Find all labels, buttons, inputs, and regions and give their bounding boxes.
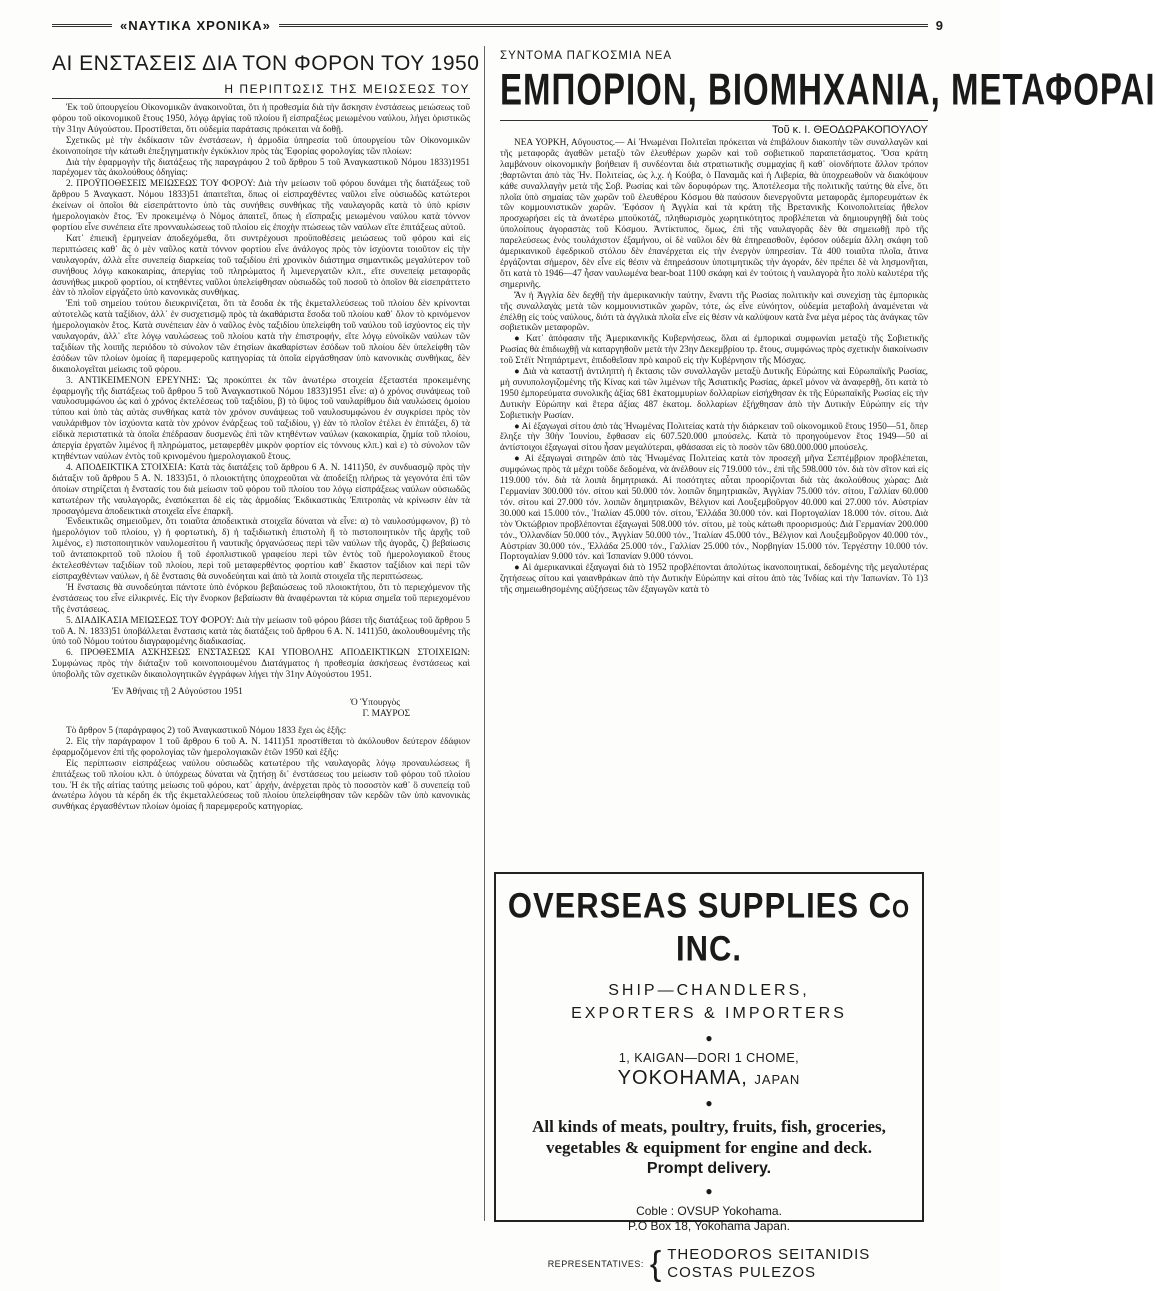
ad-company-inc: INC. [676, 928, 742, 969]
right-article-body [500, 138, 928, 596]
right-article-title: ΕΜΠΟΡΙΟΝ, ΒΙΟΜΗΧΑΝΙΑ, ΜΕΤΑΦΟΡΑΙ [500, 64, 1156, 114]
ad-company-name [496, 887, 922, 969]
right-article-kicker: ΣΥΝΤΟΜΑ ΠΑΓΚΟΣΜΙΑ ΝΕΑ [500, 50, 672, 62]
header-rule-left [52, 24, 112, 27]
journal-title: «ΝΑΥΤΙΚΑ ΧΡΟΝΙΚΑ» [120, 17, 271, 33]
ad-cable: Coble : OVSUP Yokohama. [636, 1204, 782, 1218]
paragraph: Εἰς περίπτωσιν εἰσπράξεως ναύλου οὐσιωδῶς κατωτέρου τῆς ναυλαγορᾶς λόγῳ προναυλώσεως ἢ ἐπιτάξεως τοῦ πλοίου κλπ. ὁ ὑπόχρεως δύναται νὰ ζητήσῃ δι᾽ ἐνστάσεως του μείωσιν τοῦ φόρου τοῦ πλοίου του. Ἡ ἐκ τῆς αἰτίας ταύτης μείωσις τοῦ φόρου, κατ᾽ ἀρχήν, ἀνέρχεται πρὸς τὸ ποσοστὸν καθ᾽ ὃ συνεπείᾳ τοῦ ἀνωτέρω λόγου τὰ κέρδη ἐκ τῆς ἐκμεταλλεύσεως τοῦ πλοίου ὑπελείφθησαν τῶν κερδῶν τῶν ὑπὸ κανονικὰς συνθήκας ἐργασθέντων πλοίων ὁμοίας ἢ παρεμφεροῦς κατηγορίας. [52, 758, 470, 813]
paragraph: 3. ΑΝΤΙΚΕΙΜΕΝΟΝ ΕΡΕΥΝΗΣ: Ὡς προκύπτει ἐκ τῶν ἀνωτέρω στοιχεία ἐξεταστέα προκειμένης ἐφαρμογῆς τῆς διατάξεως τοῦ ἄρθρου 5 τοῦ Ἀναγκαστικοῦ Νόμου 1833)1951 εἶνε: α) ὁ χρόνος συνάψεως τοῦ ναυλοσυμφώνου ὡς καὶ ὁ χρόνος ἐκτελέσεως τοῦ ταξιδίου, β) τὸ ὕψος τοῦ ναυλαρίθμου διὰ ναυλώσεις ὁμοίου τύπου καὶ ὑπὸ τὰς αὐτὰς συνθήκας κατὰ τὸν χρόνον συνάψεως τοῦ ναυλοσυμφώνου ἐν συγκρίσει πρὸς τὸν ναυλάριθμον τὸν ἰσχύοντα κατὰ τὸν χρόνον ἐνάρξεως τοῦ ταξιδίου, γ) ἐὰν τὸ πλοῖον ἐτέλει ἐν ἐπιτάξει, δ) τὰ εἰδικὰ περιστατικὰ τὰ ὁποῖα ἐπέδρασαν δυσμενῶς ἐπὶ τῶν κτηθέντων ναύλων (κακοκαιρία, ζημία τοῦ πλοίου, ἀπεργία ἐργατῶν λιμένος ἢ πληρώματος, μεταφερθὲν μικρὸν φορτίον εἰς τόννους κλπ.) καὶ ε) τὸ σύνολον τῶν κτηθέντων ναύλων ἐντὸς τοῦ κρινομένου ἡμερολογιακοῦ ἔτους. [52, 375, 470, 462]
page-number: 9 [935, 17, 944, 33]
ad-services [496, 979, 922, 1025]
paragraph: Ἄν ἡ Ἀγγλία δὲν δεχθῇ τὴν ἀμερικανικὴν ταύτην, ἔναντι τῆς Ρωσίας πολιτικὴν καὶ συνεχίσῃ τὰς ἐμπορικὰς τῆς συναλλαγὰς μετὰ τῶν κομμουνιστικῶν χωρῶν, τότε, ὡς εἶνε εὐνόητον, οὐδεμία μεταβολὴ ἀναμένεται νὰ ἐπέλθῃ εἰς τοὺς ναύλους, διότι τὰ ἀγγλικὰ πλοῖα εἶνε εἰς θέσιν νὰ καλύψουν κατὰ ἕνα μέγα μέρος τὰς ἀνάγκας τῶν σοβιετικῶν μεταφορῶν. [500, 290, 928, 334]
left-article-subtitle: Η ΠΕΡΙΠΤΩΣΙΣ ΤΗΣ ΜΕΙΩΣΕΩΣ ΤΟΥ [52, 82, 470, 99]
ad-services-line-2: EXPORTERS & IMPORTERS [571, 1005, 847, 1022]
header-rule-right [279, 24, 928, 27]
running-header [52, 14, 944, 36]
signature-name: Γ. ΜΑΥΡΟΣ [362, 709, 410, 720]
ad-prompt-delivery: Prompt delivery. [646, 1160, 772, 1177]
paragraph: 2. ΠΡΟΫΠΟΘΕΣΕΙΣ ΜΕΙΩΣΕΩΣ ΤΟΥ ΦΟΡΟΥ: Διὰ τὴν μείωσιν τοῦ φόρου δυνάμει τῆς διατάξεως τοῦ ἄρθρου 5 Ἀναγκαστ. Νόμου 1833)51 ἀπαιτεῖται, ὅπως οἱ εἰσπραχθέντες ναῦλοι εἶνε οὐσιωδῶς κατώτεροι ἐκείνων οἱ ὁποῖοι θὰ εἰσεπράττοντο ὑπὸ τὰς συνήθεις συνθήκας τῆς ναυλαγορᾶς κατὰ τὸ ὑπὸ κρίσιν ἡμερολογιακὸν ἔτος. Ἐν προκειμένῳ ὁ Νόμος ἀπαιτεῖ, ὅπως ἡ εἴσπραξις μειωμένου ναύλου κατὰ τόννον φορτίου εἶνε συνέπεια εἴτε προνναυλώσεως τοῦ πλοίου εἰς ἐποχὴν πτώσεως τῶν ναύλων εἴτε ἐπιτάξεως αὐτοῦ. [52, 179, 470, 233]
left-article-appendix [52, 726, 470, 813]
paragraph: 2. Εἰς τὴν παράγραφον 1 τοῦ ἄρθρου 6 τοῦ Α. Ν. 1411)51 προστίθεται τὸ ἀκόλουθον δεύτερον ἐδάφιον ἐφαρμοζόμενον ἐπὶ τῆς φορολογίας τῶν ἡμερολογιακῶν ἐτῶν 1950 καὶ ἑξῆς: [52, 736, 470, 758]
ad-description: All kinds of meats, poultry, fruits, fish, groceries, vegetables & equipment for engine and deck. [532, 1117, 886, 1157]
ad-company-o: O [892, 894, 911, 924]
left-article-body [52, 103, 470, 681]
paragraph: 4. ΑΠΟΔΕΙΚΤΙΚΑ ΣΤΟΙΧΕΙΑ: Κατὰ τὰς διατάξεις τοῦ ἄρθρου 6 Α. Ν. 1411)50, ἐν συνδυασμῷ πρὸς τὴν διάταξιν τοῦ ἄρθρου 5 Α. Ν. 1833)51, ὁ πλοιοκτήτης ὑποχρεοῦται νὰ ἀποδείξῃ πλήρως τὰ γεγονότα ἐπὶ τῶν ὁποίων στηρίζεται ἡ ἔνστασίς του διὰ μείωσιν τοῦ φόρου τοῦ πλοίου του λόγῳ εἰσπράξεως ναύλων οὐσιωδῶς κατωτέρων τῆς ναυλαγορᾶς, ἐναπόκειται δὲ εἰς τὰς ἁρμοδίας Ἐκδικαστικὰς Ἐπιτροπὰς νὰ κρίνωσιν ἐὰν τὰ προσαγόμενα ἀποδεικτικὰ στοιχεῖα εἶνε ἐπαρκῆ. [52, 462, 470, 517]
ad-representatives [496, 1246, 922, 1282]
ad-country: JAPAN [754, 1072, 801, 1087]
overseas-supplies-advertisement [494, 872, 924, 1283]
paragraph: ● Αἱ ἐξαγωγαὶ σιτηρῶν ἀπὸ τὰς Ἡνωμένας Πολιτείας κατὰ τὸν προσεχῆ μῆνα Σεπτέμβριον προβλέπεται, συμφώνως πρὸς τὰ μέχρι τοῦδε δεδομένα, νὰ ἀνέλθουν εἰς 719.000 τόν., ἐπὶ τῆς 598.000 τόν. διὰ τὸν σῖτον καὶ εἰς 119.000 τόν. διὰ τὰ λοιπὰ δημητριακά. Αἱ ποσότητες αὗται προορίζονται διὰ τὰς ἀκολούθους χώρας: Διὰ Γερμανίαν 300.000 τόν. σίτου καὶ 50.000 τόν. λοιπῶν δημητριακῶν, Ἀγγλίαν 75.000 τόν. σίτου, Γαλλίαν 60.000 τόν. σίτου καὶ 27.000 τόν. λοιπῶν δημητριακῶν, Βέλγιον καὶ Λουξεμβοῦργον 40.000 καὶ 27.000 τόν. Αὐστρίαν 30.000 καὶ 15.000 τόν., Ἰταλίαν 45.000 τόν. σίτου, Ἑλλάδα 30.000 τόν. καὶ Πορτογαλίαν 18.000 τόν. σίτου. Διὰ τὸν Ὀκτώβριον προβλέπονται ἐξαγωγαὶ 508.000 τόν. σίτου, μὲ τοὺς κάτωθι προορισμούς: Διὰ Γερμανίαν 200.000 τόν., Ὀλλανδίαν 50.000 τόν., Ἀγγλίαν 50.000 τόν., Ἰταλίαν 45.000 τόν., Βέλγιον καὶ Λουξεμβοῦργον 40.000 τόν., Αὐστρίαν 30.000 τόν., Ἑλλάδα 25.000 τόν., Γαλλίαν 25.000 τόν., Νορβηγίαν 15.000 τόν. Τεργέστην 10.000 τόν. Πορτογαλίαν 9.000 τόν. καὶ Ἰσπανίαν 9.000 τόννοι. [500, 454, 928, 563]
paragraph: Ἐκ τοῦ ὑπουργείου Οἰκονομικῶν ἀνακοινοῦται, ὅτι ἡ προθεσμία διὰ τὴν ἄσκησιν ἐνστάσεως μειώσεως τοῦ φόρου τοῦ οἰκονομικοῦ ἔτους 1950, λόγῳ ἀργίας τοῦ πλοίου ἢ εἰσπραξέως μειωμένου ναύλου, λήγει ὁριστικῶς τὴν 31ην Αὐγούστου. Προστίθεται, ὅτι οὐδεμία παράτασις πρόκειται νὰ δοθῇ. [52, 103, 470, 135]
bullet-dot-icon: ● [705, 1184, 713, 1198]
right-article [500, 46, 1156, 596]
paragraph: Σχετικῶς μὲ τὴν ἐκδίκασιν τῶν ἐνστάσεων, ἡ ἁρμοδία ὑπηρεσία τοῦ ὑπουργείου τῶν Οἰκονομικῶν ἐκοινοποίησε τὴν κάτωθι ἐπεξηγηματικὴν ἐγκύκλιον πρὸς τὰς Ἐφορίας φορολογίας τῶν πλοίων: [52, 135, 470, 157]
ad-pobox: P.O Box 18, Yokohama Japan. [628, 1219, 790, 1233]
signature-date: Ἐν Ἀθήναις τῇ 2 Αὐγούστου 1951 [112, 687, 243, 698]
ad-rep-2: COSTAS PULEZOS [667, 1264, 816, 1281]
paragraph: 6. ΠΡΟΘΕΣΜΙΑ ΑΣΚΗΣΕΩΣ ΕΝΣΤΑΣΕΩΣ ΚΑΙ ΥΠΟΒΟΛΗΣ ΑΠΟΔΕΙΚΤΙΚΩΝ ΣΤΟΙΧΕΙΩΝ: Συμφώνως πρὸς τὴν διάταξιν τοῦ κοινοποιουμένου Διατάγματος ἡ προθεσμία ἀσκήσεως ἐνστάσεως καὶ ὑποβολῆς τῶν σχετικῶν δικαιολογητικῶν ἐγγράφων λήγει τὴν 31ην Αὐγούστου 1951. [52, 648, 470, 681]
ad-reps-label: REPRESENTATIVES: [547, 1259, 644, 1269]
brace-icon: { [649, 1245, 662, 1283]
bullet-dot-icon: ● [705, 1031, 713, 1045]
ad-address: 1, KAIGAN—DORI 1 CHOME, [618, 1051, 800, 1065]
bullet-dot-icon: ● [705, 1096, 713, 1110]
left-article-title: ΑΙ ΕΝΣΤΑΣΕΙΣ ΔΙΑ ΤΟΝ ΦΟΡΟΝ ΤΟΥ 1950 [52, 52, 480, 75]
paragraph: ● Αἱ ἐξαγωγαὶ σίτου ἀπὸ τὰς Ἡνωμένας Πολιτείας κατὰ τὴν διάρκειαν τοῦ οἰκονομικοῦ ἔτους 1950—51, ὅπερ ἔληξε τὴν 30ὴν Ἰουνίου, ἔφθασαν εἰς 607.520.000 μπούσελς. Κατὰ τὸ προηγούμενον ἔτος 1949—50 αἱ ἀντίστοιχοι ἐξαγωγαὶ σίτου ἦσαν μεγαλύτεραι, φθάσασαι εἰς τὸ ποσὸν τῶν 680.000.000 μπούσελς. [500, 421, 928, 454]
paragraph: ● Κατ᾽ ἀπόφασιν τῆς Ἀμερικανικῆς Κυβερνήσεως, ὅλαι αἱ ἐμπορικαὶ συμφωνίαι μεταξὺ τῆς Σοβιετικῆς Ρωσίας θὰ ἐπιδιωχθῇ νὰ καταργηθοῦν μετὰ τὴν 23ην Δεκεμβρίου τρ. ἔτους, συμφώνως πρὸς σχετικὴν διακοίνωσιν τοῦ Στέϊτ Ντηπάρτμεντ, ἐπιδοθεῖσαν πρὸ καιροῦ εἰς τὴν Κυβέρνησιν τῆς Μόσχας. [500, 334, 928, 367]
paragraph: ● Αἱ ἀμερικανικαὶ ἐξαγωγαὶ διὰ τὸ 1952 προβλέπονται ἀπολύτως ἱκανοποιητικαί, δεδομένης τῆς μεγαλυτέρας ζητήσεως σίτου καὶ γαιανθράκων ἀπὸ τὴν Δυτικὴν Εὐρώπην καὶ σίτου ἀπὸ τὰς Ἰνδίας καὶ τὴν Ἰαπωνίαν. Τὸ 1)3 τῆς σημειωθησομένης αὐξήσεως τῶν ἐξαγωγῶν κατὰ τὸ [500, 563, 928, 596]
signature-block [52, 687, 470, 720]
ad-reps-names [667, 1246, 870, 1282]
paragraph: 5. ΔΙΑΔΙΚΑΣΙΑ ΜΕΙΩΣΕΩΣ ΤΟΥ ΦΟΡΟΥ: Διὰ τὴν μείωσιν τοῦ φόρου βάσει τῆς διατάξεως τοῦ ἄρθρου 5 τοῦ Α. Ν. 1833)51 ὑποβάλλεται ἔνστασις κατὰ τὰς διατάξεις τοῦ ἄρθρου 6 Α. Ν. 1411)50, ἀκολουθουμένης τῆς ὑπὸ τοῦ Νόμου τούτου διαγραφομένης διαδικασίας. [52, 615, 470, 648]
column-divider [484, 46, 485, 1221]
ad-services-line-1: SHIP—CHANDLERS, [608, 982, 810, 999]
paragraph: ● Διὰ νὰ καταστῇ ἀντιληπτὴ ἡ ἔκτασις τῶν συναλλαγῶν μεταξὺ Δυτικῆς Εὐρώπης καὶ Εὐρωπαϊκῆς Ρωσίας, μὴ συνυπολογιζομένης τῆς Κίνας καὶ τῶν λιμένων τῆς Ἀσιατικῆς Ρωσίας, ἀρκεῖ μόνον νὰ ἀναφερθῇ, ὅτι κατὰ τὸ 1950 ἐμπορεύματα συνολικῆς ἀξίας 681 ἑκατομμυρίων δολλαρίων εἰσήχθησαν ἐκ τῆς Εὐρωπαϊκῆς Ρωσίας εἰς τὴν Δυτικὴν Εὐρώπην καὶ ἕτερα ἀξίας 487 ἑκατομ. δολλαρίων ἐξήχθησαν ἀπὸ τὴν Δυτικὴν Εὐρώπην εἰς τὴν Σοβιετικὴν Ρωσίαν. [500, 367, 928, 421]
paragraph: Ἐπὶ τοῦ σημείου τούτου διευκρινίζεται, ὅτι τὰ ἔσοδα ἐκ τῆς ἐκμεταλλεύσεως τοῦ πλοίου δὲν κρίνονται αὐτοτελῶς κατὰ ταξίδιον, ἀλλ᾽ ἐν συσχετισμῷ πρὸς τὰ ἀκαθάριστα ἔσοδα τοῦ πλοίου καθ᾽ ὅλον τὸ κρινόμενον ἡμερολογιακὸν ἔτος. Κατὰ συνέπειαν ἐὰν ὁ ναῦλος ἑνὸς ταξιδίου ὑπελείφθη τοῦ ναύλου τοῦ ἰσχύοντος εἰς τὴν ναυλαγοράν, ἀλλ᾽ εἴτε λόγῳ ναυλώσεως τοῦ πλοίου κατὰ τὴν ἐπιστροφήν, εἴτε λόγῳ εὐνοϊκῶν ναύλων τῶν ταξιδίων τῆς λοιπῆς περιόδου τὸ σύνολον τῶν ἐτησίων ἀκαθαρίστων ἐσόδων τοῦ πλοίου δὲν ὑπελείφθη τῶν ἐσόδων τῶν πλοίων ὁμοίας ἢ παρεμφεροῦς κατηγορίας τὰ ὁποῖα εἰργάσθησαν ὑπὸ κανονικὰς συνθήκας, δὲν δικαιολογεῖται μείωσις τοῦ φόρου. [52, 299, 470, 375]
paragraph: Τὸ ἄρθρον 5 (παράγραφος 2) τοῦ Ἀναγκαστικοῦ Νόμου 1833 ἔχει ὡς ἑξῆς: [66, 726, 347, 737]
signature-role: Ὁ Ὑπουργὸς [350, 698, 400, 709]
paragraph: Ἡ ἔνστασις θὰ συνοδεύηται πάντοτε ὑπὸ ἐνόρκου βεβαιώσεως τοῦ πλοιοκτήτου, ὅτι τὸ περιεχόμενον τῆς ἐνστάσεως του εἶνε εἰλικρινές. Εἰς τὴν ἔνορκον βεβαίωσιν θὰ ἀναφέρωνται τὰ κύρια σημεῖα τοῦ περιεχομένου τῆς ἐνστάσεως. [52, 582, 470, 615]
right-article-byline: Τοῦ κ. Ι. ΘΕΟΔΩΡΑΚΟΠΟΥΛΟΥ [500, 120, 928, 136]
paragraph: Διὰ τὴν ἐφαρμογὴν τῆς διατάξεως τῆς παραγράφου 2 τοῦ ἄρθρου 5 τοῦ Ἀναγκαστικοῦ Νόμου 1833)1951 παρέχομεν τὰς ἀκολούθους ὁδηγίας: [52, 157, 470, 179]
ad-city: YOKOHAMA, [617, 1067, 748, 1089]
ad-rep-1: THEODOROS SEITANIDIS [667, 1246, 871, 1263]
ad-city-line [496, 1067, 922, 1090]
ad-company-main: OVERSEAS SUPPLIES C [507, 885, 893, 926]
paragraph: ΝΕΑ ΥΟΡΚΗ, Αὔγουστος.— Αἱ Ἡνωμέναι Πολιτεῖαι πρόκειται νὰ ἐπιβάλουν διακοπὴν τῶν συναλλαγῶν καὶ τῆς μεταφορᾶς ἀγαθῶν μεταξὺ τῶν ἐλευθέρων χωρῶν καὶ τοῦ σοβιετικοῦ παραπετάσματος. Ὅσα κράτη λαμβάνουν οἰκονομικὴν βοήθειαν ἢ συνδέονται διὰ στρατιωτικῆς συμμαχίας ἢ καθ᾽ οἱονδήποτε ἄλλον τρόπον ;θαρτῶνται ἀπὸ τὰς Ἡν. Πολιτείας, ὡς λ.χ. ἡ Κούβα, ὁ Παναμᾶς καὶ ἡ Λιβερία, θὰ ὑποχρεωθοῦν νὰ διακόψουν κάθε συναλλαγὴν μετὰ τῆς Σοβ. Ρωσίας καὶ τῶν δορυφόρων της. Ἀποτέλεσμα τῆς πολιτικῆς ταύτης θὰ εἶνε, ὅτι πλοῖα ὑπὸ σημαίας τῶν χωρῶν τοῦ ἐλευθέρου Κόσμου θὰ παύσουν διενεργοῦντα μεταφορᾶς ἐμπορευμάτων ἐκ τῶν κομμουνιστικῶν χωρῶν. Ἐφόσον ἡ Ἀγγλία καὶ τὰ κράτη τῆς Βρετανικῆς Κοινοπολιτείας ἤθελον προσχωρήσει εἰς τὰ ἀνωτέρω μποϋκοτάζ, πληθωρισμὸς χωρητικότητος προβλέπεται νὰ δημιουργηθῇ διὰ τοὺς ὑπολοίπους ἀγοραστὰς τοῦ Κόσμου. Ἀντίκτυπος, ὅμως, ἐπὶ τῆς ναυλαγορᾶς δὲν θὰ σημειωθῇ πρὸ τῆς παρελεύσεως ἑνὸς τουλάχιστον ἑξαμήνου, οἱ δὲ ναῦλοι δὲν θὰ ἐπηρεασθοῦν, ἐφόσον οὐδεμία ἄλλη σκάφη τοῦ ἀμερικανικοῦ ἐφεδρικοῦ στόλου δὲν ἐπανέρχεται εἰς τὴν ἐνεργὸν ὑπηρεσίαν. Τὰ 400 τοιαῦτα πλοῖα, ἄτινα ἐργάζονται σήμερον, δὲν εἶνε εἰς θέσιν νὰ ἐπηρεάσουν ὑποτιμητικῶς τὴν ἀγοράν, δὲν πρέπει δὲ νὰ λησμονῆται, ὅτι κατὰ τὸ 1946—47 ἦσαν ναυλωμένα bear-boat 1100 σκάφη καὶ ἐν τούτοις ἡ ναυλαγορὰ ἦτο πολὺ καλυτέρα τῆς σημερινῆς. [500, 138, 928, 290]
left-article [52, 46, 480, 813]
paragraph: Ἐνδεικτικῶς σημειοῦμεν, ὅτι τοιαῦτα ἀποδεικτικὰ στοιχεῖα δύναται νὰ εἶνε: α) τὸ ναυλοσύμφωνον, β) τὸ ἡμερολόγιον τοῦ πλοίου, γ) ἡ φορτωτικὴ, δ) ἡ ταξιδιωτικὴ ἐπιστολὴ ἢ τὸ πιστοποιητικὸν τῆς ἀρχῆς τοῦ λιμένος, ε) πιστοποιητικὸν ναυλομεσίτου ἢ ναυτικῆς ὀργανώσεως περὶ τῶν ναύλων τῆς ἀγορᾶς, ζ) βεβαίωσις τοῦ ἀνταποκριτοῦ τοῦ πλοίου ἢ τοῦ ἐφοπλιστικοῦ γραφείου περὶ τῶν ἐντὸς τοῦ ἡμερολογιακοῦ ἔτους ἐκτελεσθέντων ταξιδίων τοῦ πλοίου, περὶ τοῦ μεταφερθέντος φορτίου καθ᾽ ἕκαστον ταξίδιον καὶ περὶ τῶν εἰσπραχθέντων ναύλων, ἡ δὲ ἔνστασις θὰ συνοδεύηται καὶ ἀπὸ τὰ λοιπὰ στοιχεῖα τῆς περιπτώσεως. [52, 517, 470, 582]
ad-contact [496, 1204, 922, 1234]
paragraph: Κατ᾽ ἐπιεικῆ ἑρμηνείαν ἀποδεχόμεθα, ὅτι συντρέχουσι προϋποθέσεις μειώσεως τοῦ φόρου καὶ εἰς περιπτώσεις καθ᾽ ἃς ὁ μὲν ναῦλος κατὰ τόννον φορτίου εἶνε ἀνάλογος πρὸς τὸν ἰσχύοντα τοιοῦτον εἰς τὴν ναυλαγοράν, ἀλλὰ εἶτε συνεπείᾳ διαρκείας τοῦ ταξιδίου ἐπὶ χρονικὸν διάστημα σημαντικῶς μεγαλύτερον τοῦ συνήθους λόγῳ κακοκαιρίας, ἀπεργίας τοῦ πληρώματος ἢ λιμενεργατῶν κλπ., εἴτε συνεπείᾳ μεταφορᾶς ἀσυνήθως μικροῦ φορτίου, οἱ κτηθέντες ναῦλοι ὑπελείφθησαν οὐσιωδῶς τοῦ ποσοῦ τὸ ὁποῖον θὰ εἰσεπράττετο ἐὰν τὸ πλοῖον εἰργάζετο ὑπὸ κανονικὰς συνθήκας. [52, 233, 470, 299]
